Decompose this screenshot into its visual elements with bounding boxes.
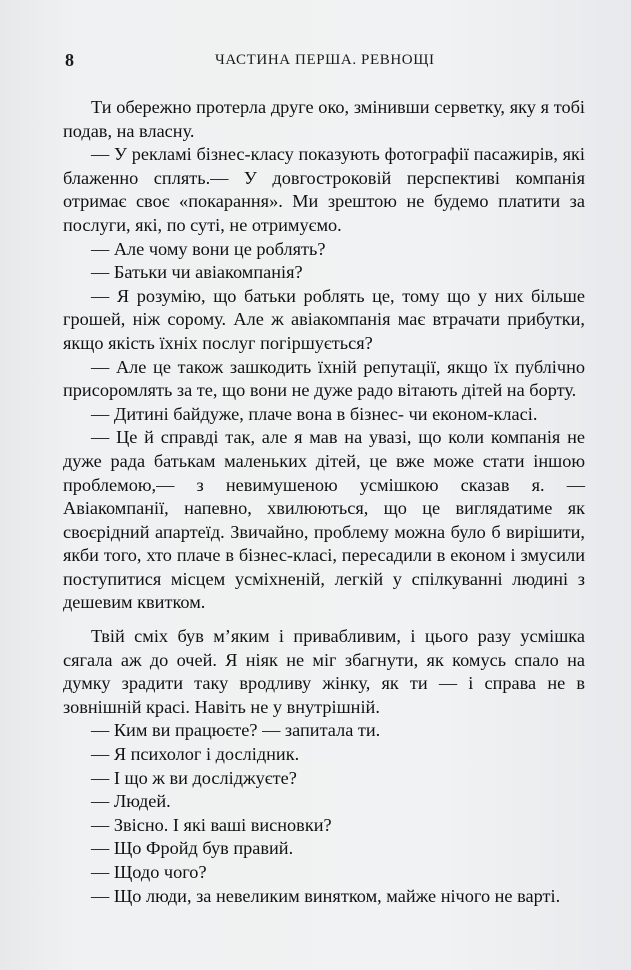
paragraph: — Людей. — [91, 791, 171, 812]
paragraph: — Це й справді так, але я мав на увазі, що коли компанія не дуже рада батькам маленьких дітей, це вже може стати іншою проблемою,— з невимушеною усмішкою сказав я. — Авіакомпанії, напевно, хвилюються, що це виглядатиме як своєрідний апартеїд. Звичайно, проблему можна було б вирішити, якби того, хто плаче в бізнес-класі, пересадили в економ і змусили поступитися місцем усміхненій, легкій у спілкуванні людині з дешевим квитком. — [63, 427, 585, 613]
paragraph: — Ким ви працюєте? — запитала ти. — [91, 720, 381, 741]
page-header — [0, 50, 631, 74]
page-number: 8 — [65, 50, 74, 70]
paragraph: — У рекламі бізнес-класу показують фотографії пасажирів, які блаженно сплять.— У довгостроковій перспективі компанія отримає своє «покарання». Ми зрештою не будемо платити за послуги, які, по суті, не отримуємо. — [63, 144, 585, 235]
paragraph: — Що Фройд був правий. — [91, 838, 294, 859]
paragraph: Твій сміх був м’яким і привабливим, і цього разу усмішка сягала аж до очей. Я ніяк не міг збагнути, як комусь спало на думку зрадити таку вродливу жінку, як ти — і справа не в зовнішній красі. Навіть не у внутрішній. — [63, 626, 585, 717]
paragraph: — Але чому вони це роблять? — [91, 238, 326, 259]
paragraph: — Дитині байдуже, плаче вона в бізнес- чи економ-класі. — [91, 403, 538, 424]
paragraph: — Я розумію, що батьки роблять це, тому що у них більше грошей, ніж сорому. Але ж авіакомпанія має втрачати прибутки, якщо якість їхніх послуг погіршується? — [63, 285, 585, 353]
body-text — [63, 96, 585, 908]
running-head: ЧАСТИНА ПЕРША. РЕВНОЩІ — [215, 52, 435, 68]
paragraph: — Але це також зашкодить їхній репутації, якщо їх публічно присоромлять за те, що вони не дуже радо вітають дітей на борту. — [63, 356, 585, 401]
paragraph: — Звісно. І які ваші висновки? — [91, 814, 332, 835]
paragraph: — Батьки чи авіакомпанія? — [91, 262, 303, 283]
paragraph: — Я психолог і дослідник. — [91, 744, 300, 765]
paragraph: Ти обережно протерла друге око, змінивши серветку, яку я тобі подав, на власну. — [63, 97, 585, 141]
paragraph: — Щодо чого? — [91, 862, 207, 882]
paragraph: — Що люди, за невеликим винятком, майже нічого не варті. — [91, 885, 561, 906]
paragraph: — І що ж ви досліджуєте? — [91, 767, 297, 788]
